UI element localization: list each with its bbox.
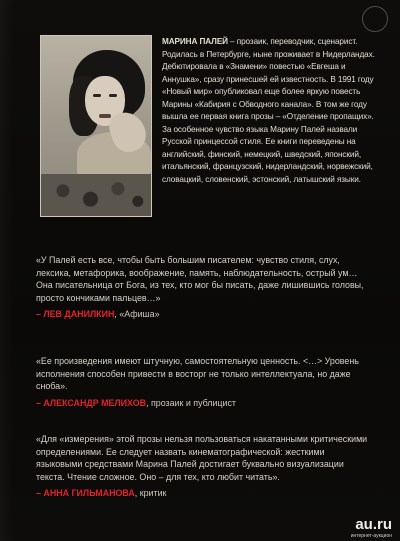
attribution-dash: –	[36, 488, 44, 498]
author-bio	[162, 36, 384, 186]
review-quote-1	[36, 254, 372, 321]
site-watermark	[351, 517, 392, 539]
quote-text: «Для «измерения» этой прозы нельзя пользоваться накатанными критическими определениями. Ее следует назвать кинематографической: жесткими языковыми средствами Марина Палей достигает буквально визуализации текста. Чтение сложное. Оно – для тех, кто любит читать».	[36, 434, 368, 482]
quote-author-name: АЛЕКСАНДР МЕЛИХОВ	[43, 397, 147, 408]
quote-attribution	[36, 487, 372, 500]
attribution-dash: –	[36, 397, 44, 408]
author-bio-text: – прозаик, переводчик, сценарист. Родилась в Петербурге, ныне проживает в Нидерландах. Дебютировала в «Знамени» повестью «Евгеша и Аннушка», сразу принесшей ей известность. В 1991 году «Новый мир» опубликовал еще более яркую повесть Марины «Кабирия с Обводного канала». В том же году вышла ее первая книга прозы – «Отделение пропащих». За особенное чувство языка Марину Палей назвали Русской принцессой стиля. Ее книги переведены на английский, финский, немецкий, шведский, японский, итальянский, французский, нидерландский, норвежский, словацкий, словенский, эстонский, латышский языки.	[162, 37, 375, 184]
review-quote-3	[36, 433, 372, 500]
quote-author-role: , прозаик и публицист	[146, 397, 236, 408]
quote-attribution	[36, 397, 372, 410]
quote-author-name: АННА ГИЛЬМАНОВА	[43, 488, 135, 498]
site-tagline: интернет-аукцион	[350, 533, 392, 539]
review-quote-2	[36, 355, 372, 409]
attribution-dash: –	[36, 309, 44, 319]
quote-text: «Ее произведения имеют штучную, самостоятельную ценность. <…> Уровень исполнения способен привести в восторг не только интеллектуала, но даже сноба».	[36, 356, 359, 391]
quote-text: «У Палей есть все, чтобы быть большим писателем: чувство стиля, слух, лексика, метафорика, воображение, память, наблюдательность, острый ум… Она писательница от Бога, из тех, кто мог бы писать, даже лишившись головы, просто кончиками пальцев…»	[36, 255, 364, 303]
quote-author-name: ЛЕВ ДАНИЛКИН	[43, 309, 115, 319]
author-name: МАРИНА ПАЛЕЙ	[162, 37, 228, 46]
library-stamp-icon	[362, 6, 388, 32]
quote-author-role: , «Афиша»	[114, 309, 160, 319]
site-name: au.ru	[355, 516, 392, 533]
quote-author-role: , критик	[134, 488, 167, 498]
quote-attribution	[36, 308, 372, 321]
author-photo	[40, 35, 152, 217]
